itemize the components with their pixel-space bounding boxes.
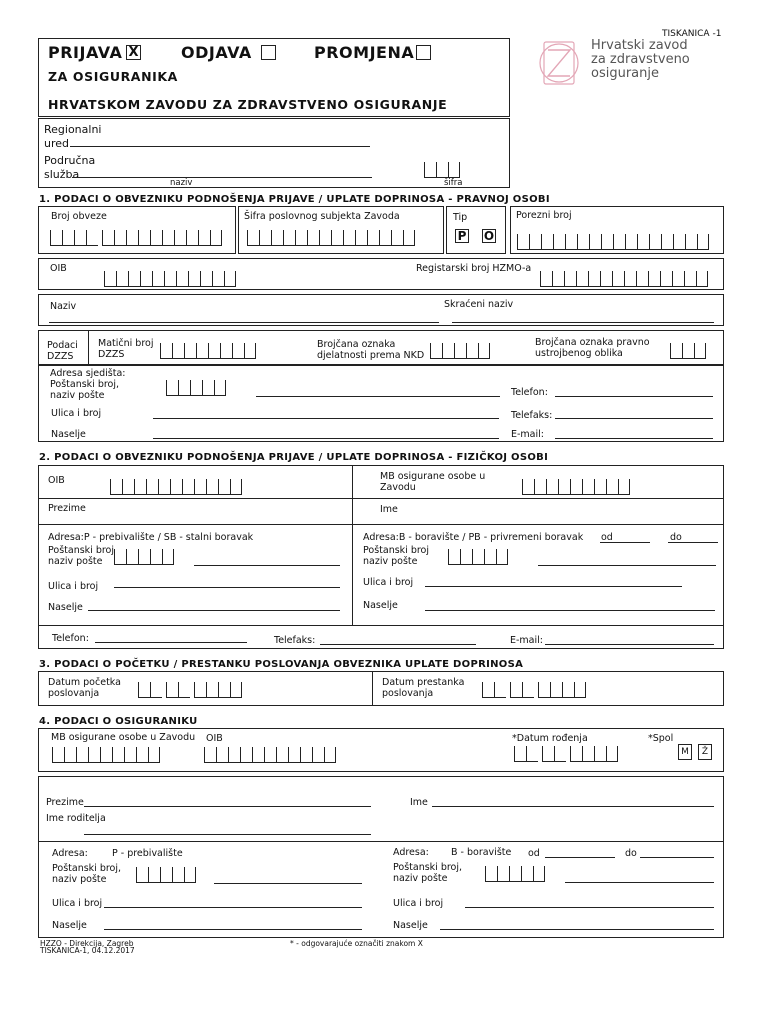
naziv-field[interactable] bbox=[49, 322, 439, 323]
spol-label: *Spol bbox=[648, 733, 674, 744]
mb-osigurane-fiz-cells[interactable] bbox=[522, 479, 630, 495]
ime-roditelja-label: Ime roditelja bbox=[46, 813, 106, 824]
adresa-l-label: Adresa: bbox=[52, 848, 88, 859]
odjava-checkbox[interactable] bbox=[261, 45, 276, 60]
section3-title: 3. PODACI O POČETKU / PRESTANKU POSLOVANJA OBVEZNIKA UPLATE DOPRINOSA bbox=[39, 659, 524, 670]
spol-z-checkbox[interactable]: Ž bbox=[698, 744, 712, 760]
email-fiz-field[interactable] bbox=[545, 644, 714, 645]
registarski-broj-cells[interactable] bbox=[540, 271, 708, 287]
naselje-osig-l-label: Naselje bbox=[52, 920, 87, 931]
sifra-subjekta-cells[interactable] bbox=[247, 230, 415, 246]
od-osig-field[interactable] bbox=[545, 857, 615, 858]
skraceni-naziv-label: Skraćeni naziv bbox=[444, 299, 514, 310]
promjena-checkbox[interactable] bbox=[416, 45, 431, 60]
brojcana-pravno-label: Brojčana oznaka pravno ustrojbenog oblika bbox=[535, 337, 650, 359]
maticni-broj-cells[interactable] bbox=[160, 343, 256, 359]
hzzo-logo-icon bbox=[534, 38, 584, 88]
telefaks-field[interactable] bbox=[555, 418, 713, 419]
header-line2: ZA OSIGURANIKA bbox=[48, 69, 178, 84]
broj-obveze-label: Broj obveze bbox=[51, 211, 107, 222]
ime-field[interactable] bbox=[432, 806, 714, 807]
postanski-l-label: Poštanski broj naziv pošte bbox=[48, 545, 115, 567]
oib-fiz-label: OIB bbox=[48, 475, 65, 486]
adresa-b-label: Adresa:B - boravište / PB - privremeni boravak bbox=[363, 532, 584, 543]
oib-fiz-cells[interactable] bbox=[110, 479, 242, 495]
porezni-broj-label: Porezni broj bbox=[516, 210, 572, 221]
do-osig-field[interactable] bbox=[640, 857, 714, 858]
telefon-label: Telefon: bbox=[511, 387, 548, 398]
broj-obveze-cells[interactable] bbox=[50, 230, 222, 246]
postanski-osig-r-cells[interactable] bbox=[485, 866, 545, 882]
prezime-label: Prezime bbox=[46, 797, 84, 808]
footer-line1: HZZO - Direkcija, Zagreb bbox=[40, 939, 134, 948]
footer-line2: TISKANICA-1, 04.12.2017 bbox=[40, 946, 135, 955]
odjava-label: ODJAVA bbox=[181, 43, 252, 62]
ulica-osig-r-field[interactable] bbox=[465, 907, 714, 908]
postanski-r-label: Poštanski broj naziv pošte bbox=[363, 545, 430, 567]
prezime-field[interactable] bbox=[84, 806, 371, 807]
maticni-broj-label: Matični broj DZZS bbox=[98, 338, 154, 360]
logo-text: Hrvatski zavod za zdravstveno osiguranje bbox=[591, 38, 690, 81]
naziv-poste-osig-l-field[interactable] bbox=[214, 883, 362, 884]
ime-label: Ime bbox=[410, 797, 428, 808]
adresa-sjedista-box bbox=[38, 365, 724, 442]
p-prebivaliste-label: P - prebivalište bbox=[112, 848, 183, 859]
mb-osigurane-fiz-label: MB osigurane osobe u Zavodu bbox=[380, 471, 486, 493]
naselje-osig-r-label: Naselje bbox=[393, 920, 428, 931]
naziv-poste-r-field[interactable] bbox=[538, 565, 716, 566]
postanski-osig-l-cells[interactable] bbox=[136, 867, 196, 883]
datum-rodenja-label: *Datum rođenja bbox=[512, 733, 588, 744]
telefon-fiz-field[interactable] bbox=[95, 642, 247, 643]
oib-osig-cells[interactable] bbox=[204, 747, 336, 763]
od-label: od bbox=[601, 532, 613, 543]
ime-roditelja-field[interactable] bbox=[84, 834, 371, 835]
email-label: E-mail: bbox=[511, 429, 544, 440]
section1-title: 1. PODACI O OBVEZNIKU PODNOŠENJA PRIJAVE / UPLATE DOPRINOSA - PRAVNOJ OSOBI bbox=[39, 194, 550, 205]
skraceni-naziv-field[interactable] bbox=[452, 322, 714, 323]
datum-pocetka-cells[interactable] bbox=[138, 682, 242, 698]
ulica-l-field[interactable] bbox=[114, 587, 340, 588]
postanski-label: Poštanski broj, naziv pošte bbox=[50, 379, 120, 401]
od-field[interactable] bbox=[600, 542, 650, 543]
telefaks-fiz-field[interactable] bbox=[320, 644, 476, 645]
tip-p-checkbox[interactable]: P bbox=[455, 229, 469, 243]
ulica-r-label: Ulica i broj bbox=[363, 577, 414, 588]
sifra-subjekta-label: Šifra poslovnog subjekta Zavoda bbox=[244, 211, 400, 222]
podrucna-sluzba-label: Područna služba bbox=[44, 154, 96, 181]
tip-o-checkbox[interactable]: O bbox=[483, 229, 495, 243]
ulica-osig-l-field[interactable] bbox=[104, 907, 362, 908]
naziv-label: Naziv bbox=[50, 301, 77, 312]
mb-osigurane-cells[interactable] bbox=[52, 747, 160, 763]
ulica-osig-r-label: Ulica i broj bbox=[393, 898, 444, 909]
oib-label: OIB bbox=[50, 263, 67, 274]
naselje-osig-r-field[interactable] bbox=[440, 929, 714, 930]
naselje-l-field[interactable] bbox=[88, 610, 340, 611]
ulica-l-label: Ulica i broj bbox=[48, 581, 99, 592]
naselje-label: Naselje bbox=[51, 429, 86, 440]
sifra-cells[interactable] bbox=[424, 162, 460, 178]
section4-title: 4. PODACI O OSIGURANIKU bbox=[39, 716, 198, 727]
brojcana-nkd-cells[interactable] bbox=[430, 343, 490, 359]
b-boraviste-label: B - boravište bbox=[451, 847, 512, 858]
podrucna-sluzba-field[interactable] bbox=[72, 177, 372, 178]
promjena-label: PROMJENA bbox=[314, 43, 415, 62]
porezni-broj-cells[interactable] bbox=[517, 234, 709, 250]
adresa-sjedista-label: Adresa sjedišta: bbox=[50, 368, 126, 379]
naziv-poste-l-field[interactable] bbox=[194, 565, 340, 566]
tip-label: Tip bbox=[453, 212, 468, 223]
mb-osigurane-label: MB osigurane osobe u Zavodu bbox=[51, 732, 196, 743]
footer-note: * - odgovarajuće označiti znakom X bbox=[290, 939, 423, 948]
podaci-dzzs-label: Podaci DZZS bbox=[47, 340, 78, 362]
od-osig-label: od bbox=[528, 848, 540, 859]
datum-prestanka-label: Datum prestanka poslovanja bbox=[382, 677, 465, 699]
spol-m-checkbox[interactable]: M bbox=[678, 744, 692, 760]
ime-fiz-label: Ime bbox=[380, 504, 398, 515]
adresa-p-label: Adresa:P - prebivalište / SB - stalni boravak bbox=[48, 532, 254, 543]
brojcana-pravno-cells[interactable] bbox=[670, 343, 706, 359]
naziv-poste-osig-r-field[interactable] bbox=[565, 882, 714, 883]
telefaks-label: Telefaks: bbox=[511, 410, 553, 421]
do-osig-label: do bbox=[625, 848, 637, 859]
do-field[interactable] bbox=[668, 542, 718, 543]
regionalni-ured-label: Regionalni ured bbox=[44, 123, 102, 150]
header-line3: HRVATSKOM ZAVODU ZA ZDRAVSTVENO OSIGURANJE bbox=[48, 97, 448, 112]
email-field[interactable] bbox=[555, 438, 713, 439]
oib-cells[interactable] bbox=[104, 271, 236, 287]
datum-pocetka-label: Datum početka poslovanja bbox=[48, 677, 121, 699]
postanski-r-cells[interactable] bbox=[448, 549, 508, 565]
naziv-caption: naziv bbox=[170, 178, 193, 188]
section2-title: 2. PODACI O OBVEZNIKU PODNOŠENJA PRIJAVE / UPLATE DOPRINOSA - FIZIČKOJ OSOBI bbox=[39, 452, 549, 463]
email-fiz-label: E-mail: bbox=[510, 635, 543, 646]
naselje-osig-l-field[interactable] bbox=[104, 929, 362, 930]
telefaks-fiz-label: Telefaks: bbox=[274, 635, 316, 646]
postanski-cells[interactable] bbox=[166, 380, 226, 396]
ulica-label: Ulica i broj bbox=[51, 408, 102, 419]
naselje-field[interactable] bbox=[153, 438, 499, 439]
adresa-r-label: Adresa: bbox=[393, 847, 429, 858]
telefon-field[interactable] bbox=[555, 396, 713, 397]
prezime-fiz-label: Prezime bbox=[48, 503, 86, 514]
postanski-osig-l-label: Poštanski broj, naziv pošte bbox=[52, 863, 122, 885]
prijava-checkbox[interactable]: X bbox=[126, 45, 141, 60]
naziv-poste-field[interactable] bbox=[256, 396, 500, 397]
do-label: do bbox=[670, 532, 682, 543]
telefon-fiz-label: Telefon: bbox=[52, 633, 89, 644]
naselje-r-label: Naselje bbox=[363, 600, 398, 611]
registarski-broj-label: Registarski broj HZMO-a bbox=[416, 263, 532, 274]
sifra-caption: šifra bbox=[444, 178, 463, 188]
regionalni-ured-field[interactable] bbox=[70, 146, 370, 147]
ulica-field[interactable] bbox=[153, 418, 499, 419]
datum-rodenja-cells[interactable] bbox=[514, 746, 618, 762]
naselje-r-field[interactable] bbox=[425, 610, 715, 611]
form-code: TISKANICA -1 bbox=[662, 29, 722, 39]
postanski-l-cells[interactable] bbox=[114, 549, 174, 565]
oib-osig-label: OIB bbox=[206, 733, 223, 744]
brojcana-nkd-label: Brojčana oznaka djelatnosti prema NKD bbox=[317, 339, 425, 361]
datum-prestanka-cells[interactable] bbox=[482, 682, 586, 698]
ulica-r-field[interactable] bbox=[425, 586, 682, 587]
naselje-l-label: Naselje bbox=[48, 602, 83, 613]
postanski-osig-r-label: Poštanski broj, naziv pošte bbox=[393, 862, 463, 884]
ulica-osig-l-label: Ulica i broj bbox=[52, 898, 103, 909]
prijava-label: PRIJAVA bbox=[48, 43, 123, 62]
